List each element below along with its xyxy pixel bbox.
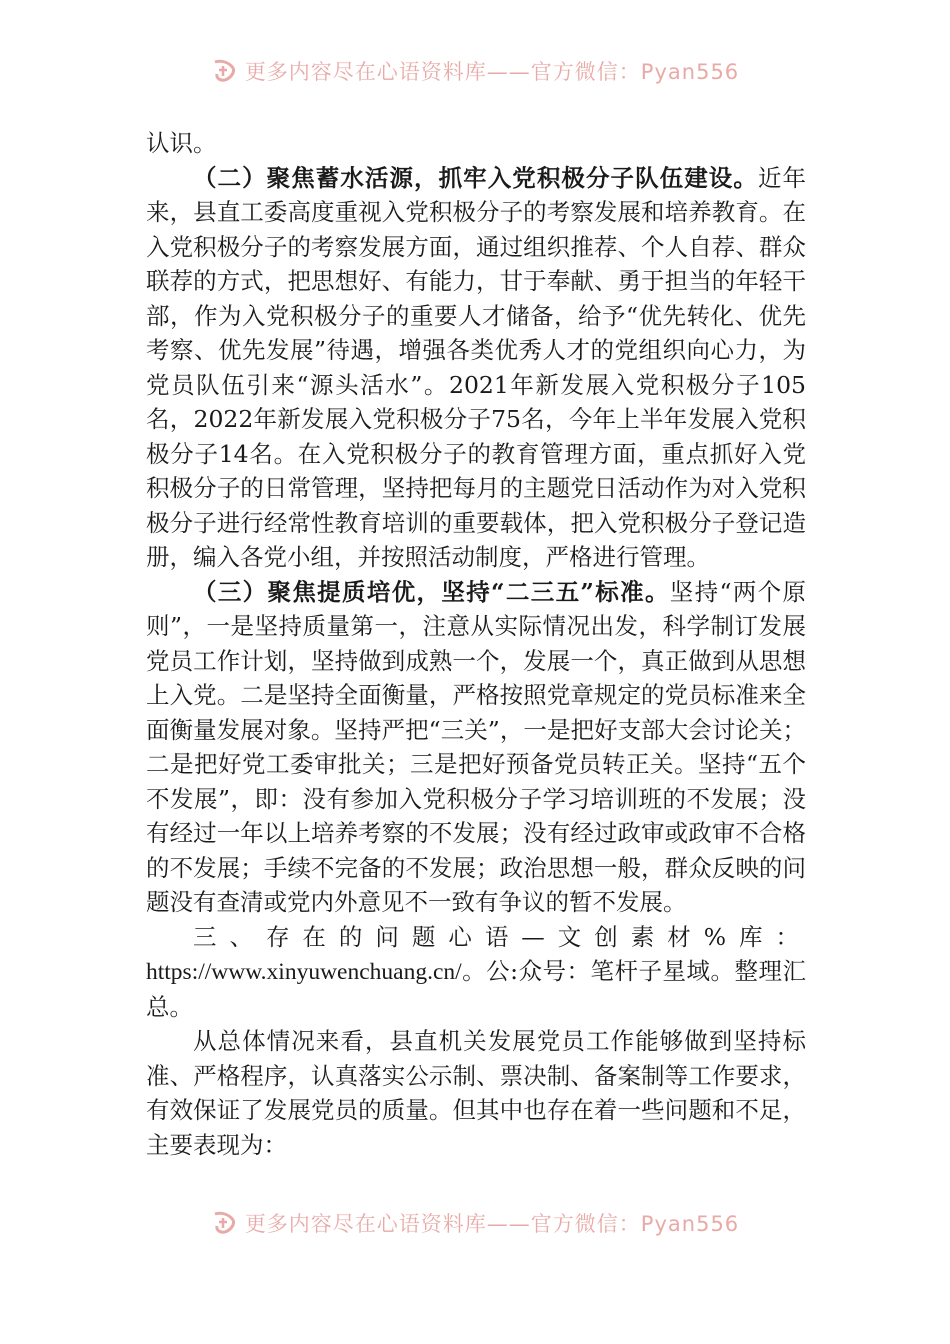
section-2-paragraph (146, 161, 806, 575)
continuation-line: 认识。 (146, 129, 217, 157)
section-3-paragraph (146, 575, 806, 920)
section-3-body: 坚持“两个原则”，一是坚持质量第一，注意从实际情况出发，科学制订发展党员工作计划，坚持做到成熟一个，发展一个，真正做到从思想上入党。二是坚持全面衡量，严格按照党章规定的党员标准来全面衡量发展对象。坚持严把“三关”，一是把好支部大会讨论关；二是把好党工委审批关；三是把好预备党员转正关。坚持“五个不发展”，即：没有参加入党积极分子学习培训班的不发展；没有经过一年以上培养考察的不发展；没有经过政审或政审不合格的不发展；手续不完备的不发展；政治思想一般，群众反映的问题没有查清或党内外意见不一致有争议的暂不发展。 (146, 577, 806, 916)
watermark-logo-icon (211, 58, 239, 84)
watermark-text: 更多内容尽在心语资料库——官方微信：Pyan556 (244, 60, 740, 84)
part-3-suffix: 。公:众号：笔杆子星域。整理汇总。 (146, 957, 806, 1021)
part-3-heading: 三、存在的问题心语—文创素材%库： (193, 922, 806, 951)
summary-paragraph: 从总体情况来看，县直机关发展党员工作能够做到坚持标准、严格程序，认真落实公示制、票决制、备案制等工作要求，有效保证了发展党员的质量。但其中也存在着一些问题和不足，主要表现为： (146, 1027, 806, 1159)
section-2-body: 近年来，县直工委高度重视入党积极分子的考察发展和培养教育。在入党积极分子的考察发展方面，通过组织推荐、个人自荐、群众联荐的方式，把思想好、有能力，甘于奉献、勇于担当的年轻干部，作为入党积极分子的重要人才储备，给予“优先转化、优先考察、优先发展”待遇，增强各类优秀人才的党组织向心力，为党员队伍引来“源头活水”。2021年新发展入党积极分子105名，2022年新发展入党积极分子75名，今年上半年发展入党积极分子14名。在入党积极分子的教育管理方面，重点抓好入党积极分子的日常管理，坚持把每月的主题党日活动作为对入党积极分子进行经常性教育培训的重要载体，把入党积极分子登记造册，编入各党小组，并按照活动制度，严格进行管理。 (146, 163, 806, 571)
watermark-text: 更多内容尽在心语资料库——官方微信：Pyan556 (244, 1212, 740, 1236)
document-body (146, 126, 806, 1162)
part-3-paragraph (146, 920, 806, 1025)
source-link[interactable]: https://www.xinyuwenchuang.cn/ (146, 959, 462, 985)
section-2-heading: （二）聚焦蓄水活源，抓牢入党积极分子队伍建设。 (193, 163, 758, 192)
section-3-heading: （三）聚焦提质培优，坚持“二三五”标准。 (193, 577, 670, 606)
header-watermark (0, 56, 950, 86)
watermark-logo-icon (211, 1210, 239, 1236)
footer-watermark (0, 1208, 950, 1238)
